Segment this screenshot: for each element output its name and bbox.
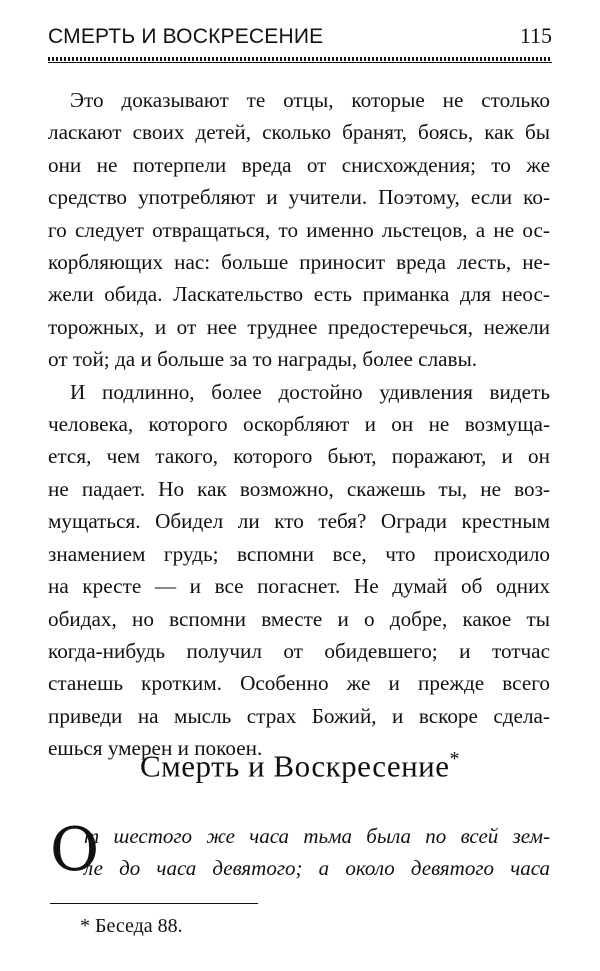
text-line: знамением грудь; вспомни все, что происходило xyxy=(48,541,550,566)
text-line: средство употребляют и учители. Поэтому, если ко- xyxy=(48,185,550,210)
running-head xyxy=(48,21,552,49)
text-line: ласкают своих детей, сколько бранят, боясь, как бы xyxy=(48,120,550,145)
text-line: И подлинно, более достойно удивления видеть xyxy=(70,379,550,404)
footnote-marker: * xyxy=(449,748,461,770)
text-line: они не потерпели вреда от снисхождения; то же xyxy=(48,152,550,177)
page-number: 115 xyxy=(519,23,552,48)
text-line: т шестого же часа тьма была по всей зем- xyxy=(84,824,550,848)
running-title: СМЕРТЬ И ВОСКРЕСЕНИЕ xyxy=(48,25,324,48)
drop-cap: О xyxy=(50,815,100,885)
header-ornament-rule xyxy=(48,55,552,64)
text-line: на кресте — и все погаснет. Не думай об одних xyxy=(48,574,550,599)
footnote: * Беседа 88. xyxy=(80,915,183,937)
text-line: ется, чем такого, которого бьют, поражают, и он xyxy=(48,444,550,469)
text-line: жели обида. Ласкательство есть приманка для неос- xyxy=(48,282,550,307)
text-line: когда-нибудь получил от обидевшего; и тотчас xyxy=(48,638,550,663)
text-line: ле до часа девятого; а около девятого часа xyxy=(84,856,550,880)
text-line: станешь кротким. Особенно же и прежде всего xyxy=(48,671,550,696)
footnote-rule xyxy=(50,903,258,904)
text-line: от той; да и больше за то награды, более славы. xyxy=(48,347,478,372)
text-line: обидах, но вспомни вместе и о добре, какое ты xyxy=(48,606,550,631)
opening-paragraph xyxy=(50,815,550,885)
text-line: ешься умерен и покоен. xyxy=(48,736,263,761)
text-line: корбляющих нас: больше приносит вреда лесть, не- xyxy=(48,250,550,275)
section-title-text: Смерть и Воскресение xyxy=(139,748,450,784)
text-line: го следует отвращаться, то именно льстецов, а не ос- xyxy=(48,217,550,242)
body-text xyxy=(48,84,550,765)
section-title xyxy=(0,748,600,784)
text-line: Это доказывают те отцы, которые не столько xyxy=(70,88,550,112)
text-line: человека, которого оскорбляют и он не возмуща- xyxy=(48,412,550,437)
text-line: приведи на мысль страх Божий, и вскоре сдела- xyxy=(48,703,550,728)
text-line: не падает. Но как возможно, скажешь ты, не воз- xyxy=(48,476,550,501)
text-line: торожных, и от нее труднее предостеречься, нежели xyxy=(48,314,550,339)
text-line: мущаться. Обидел ли кто тебя? Огради крестным xyxy=(48,509,550,534)
